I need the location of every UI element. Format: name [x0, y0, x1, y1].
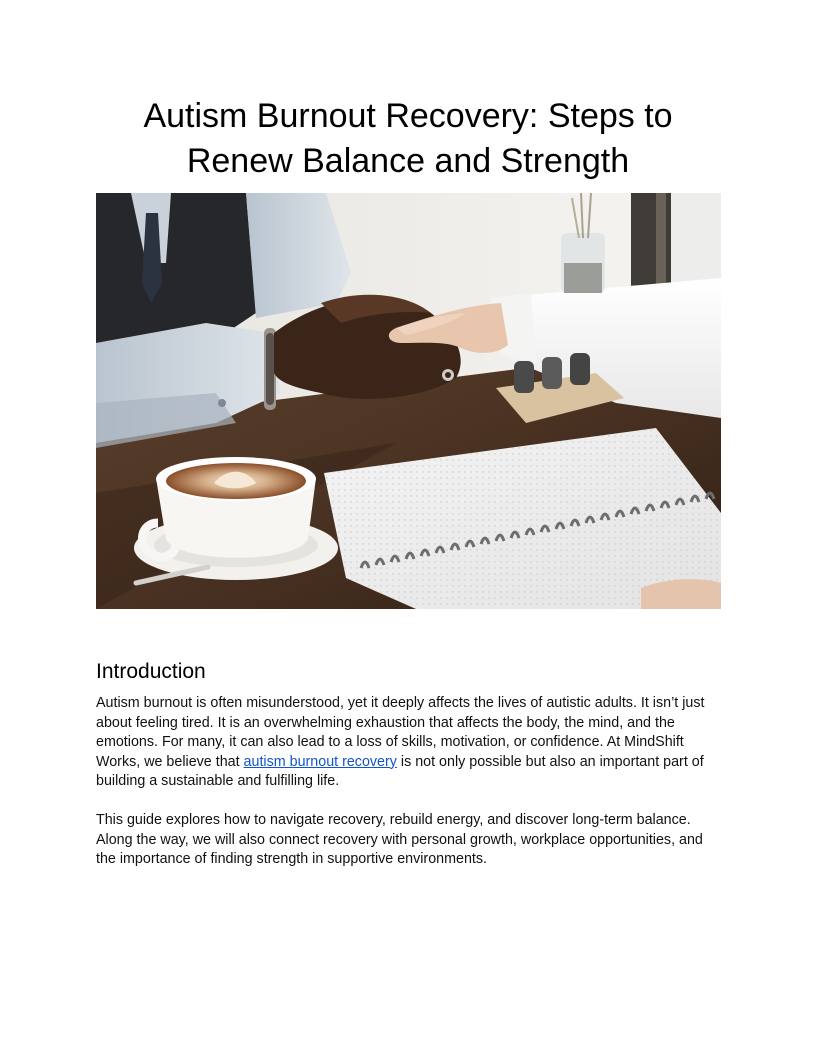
intro-paragraph-1 [96, 694, 722, 792]
autism-burnout-recovery-link[interactable]: autism burnout recovery [243, 753, 397, 770]
introduction-heading: Introduction [96, 660, 206, 683]
intro-paragraph-2: This guide explores how to navigate recovery, rebuild energy, and discover long-term balance. Along the way, we will also connect recovery with personal growth, workplace opportunities, and the importance of finding strength in supportive environments. [96, 812, 703, 867]
handshake-photo [96, 193, 721, 609]
intro-paragraph-1-text-before-link: Autism burnout is often misunderstood, yet it deeply affects the lives of autistic adults. It isn’t just about feeling tired. It is an overwhelming exhaustion that affects the body, the mind, and the emotions. For many, it can also lead to a loss of skills, motivation, or confidence. At MindShift Works, we believe that [96, 695, 705, 770]
document-title: Autism Burnout Recovery: Steps to Renew Balance and Strength [143, 97, 673, 180]
hero-image [96, 193, 721, 609]
intro-paragraph-1-text-after-link: is not only possible but also an important part of building a sustainable and fulfilling life. [96, 753, 704, 789]
